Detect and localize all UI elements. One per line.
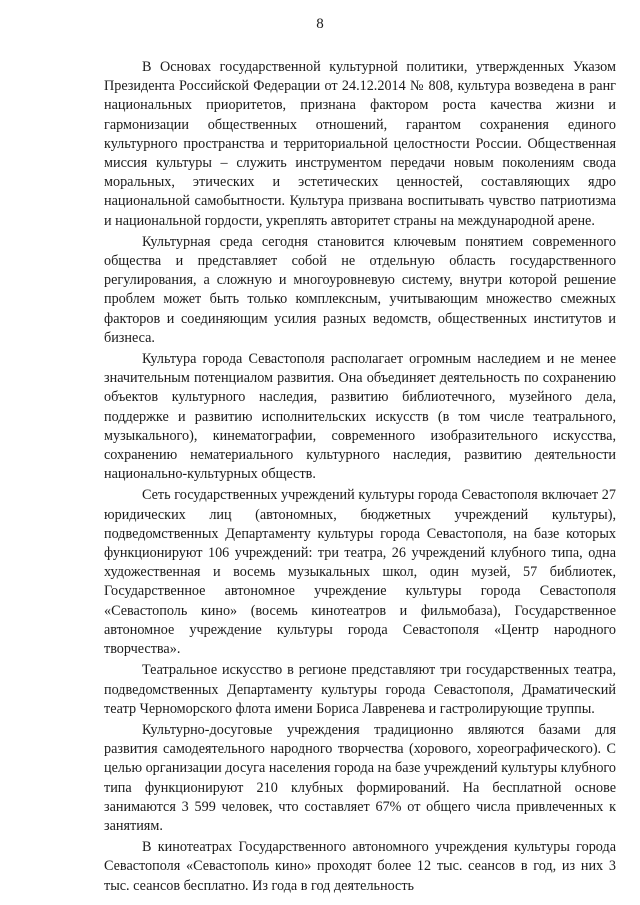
paragraph-cinemas: В кинотеатрах Государственного автономного учреждения культуры города Севастополя «Севастополь кино» проходят более 12 тыс. сеансов в год, из них 3 тыс. сеансов бесплатно. Из года в год деятельность	[104, 839, 616, 894]
paragraph-cultural-policy: В Основах государственной культурной политики, утвержденных Указом Президента Российской Федерации от 24.12.2014 № 808, культура возведена в ранг национальных приоритетов, признана фактором роста качества жизни и гармонизации общественных отношений, гарантом сохранения единого культурного пространства и территориальной целостности России. Общественная миссия культуры – служить инструментом передачи новым поколениям свода моральных, этических и эстетических ценностей, составляющих ядро национальной самобытности. Культура призвана воспитывать чувство патриотизма и национальной гордости, укреплять авторитет страны на международной арене.	[104, 59, 616, 229]
paragraph-theatre: Театральное искусство в регионе представляют три государственных театра, подведомственных Департаменту культуры города Севастополя, Драматический театр Черноморского флота имени Бориса Лавренева и гастролирующие труппы.	[104, 662, 616, 717]
paragraph-sevastopol-culture: Культура города Севастополя располагает огромным наследием и не менее значительным потенциалом развития. Она объединяет деятельность по сохранению объектов культурного наследия, развитию библиотечного, музейного дела, поддержке и развитию исполнительских искусств (в том числе театрального, музыкального), кинематографии, современного изобразительного искусства, сохранению нематериального культурного наследия, развитию деятельности национально-культурных обществ.	[104, 351, 616, 483]
body-text	[104, 58, 616, 898]
paragraph-institutions-network: Сеть государственных учреждений культуры города Севастополя включает 27 юридических лиц (автономных, бюджетных учреждений культуры), подведомственных Департаменту культуры города Севастополя, на базе которых функционируют 106 учреждений: три театра, 26 учреждений клубного типа, одна художественная и восемь музыкальных школ, один музей, 57 библиотек, Государственное автономное учреждение культуры города Севастополя «Севастополь кино» (восемь кинотеатров и фильмобаза), Государственное автономное учреждение культуры города Севастополя «Центр народного творчества».	[104, 487, 616, 658]
page-number: 8	[316, 16, 324, 32]
paragraph-cultural-environment: Культурная среда сегодня становится ключевым понятием современного общества и представляет собой не отдельную область государственного регулирования, а сложную и многоуровневую систему, внутри которой решение проблем может быть только комплексным, учитывающим множество смежных факторов и соединяющим усилия разных ведомств, общественных институтов и бизнеса.	[104, 233, 616, 346]
paragraph-leisure-institutions: Культурно-досуговые учреждения традиционно являются базами для развития самодеятельного народного творчества (хорового, хореографического). С целью организации досуга населения города на базе учреждений культуры клубного типа функционируют 210 клубных формирований. На бесплатной основе занимаются 3 599 человек, что составляет 67% от общего числа привлеченных к занятиям.	[104, 721, 616, 834]
